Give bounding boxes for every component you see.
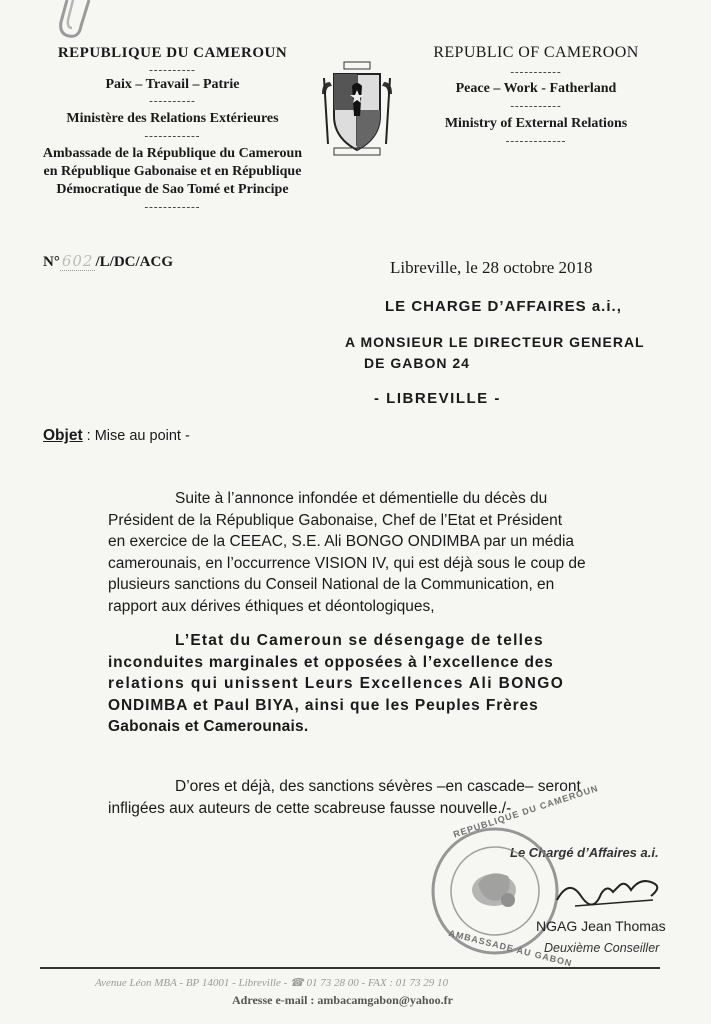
body-line: Gabonais et Camerounais. — [108, 718, 309, 735]
handwritten-signature — [555, 870, 665, 918]
signature-title: Le Chargé d’Affaires a.i. — [510, 845, 659, 860]
body-line: en exercice de la CEEAC, S.E. Ali BONGO ONDIMBA par un média — [108, 533, 575, 550]
footer-email: Adresse e-mail : ambacamgabon@yahoo.fr — [232, 993, 453, 1007]
body-line: plusieurs sanctions du Conseil National de la Communication, en — [108, 576, 555, 593]
separator: ----------- — [510, 100, 562, 112]
separator: ------------- — [505, 135, 567, 147]
body-line: relations qui unissent Leurs Excellences Ali BONGO — [108, 675, 565, 692]
country-en: REPUBLIC OF CAMEROON — [433, 44, 639, 61]
subject-label: Objet — [43, 427, 83, 444]
country-fr: REPUBLIQUE DU CAMEROUN — [57, 45, 288, 61]
subject — [43, 427, 190, 445]
header-right — [396, 44, 676, 147]
separator: ------------ — [144, 130, 201, 142]
signatory-position: Deuxième Conseiller — [544, 941, 660, 955]
subject-colon: : — [82, 428, 95, 444]
motto-fr: Paix – Travail – Patrie — [105, 77, 240, 92]
body-line: rapport aux dérives éthiques et déontologiques, — [108, 597, 435, 615]
stamp-text-top: REPUBLIQUE DU CAMEROUN — [452, 783, 600, 840]
paragraph-2 — [108, 630, 670, 738]
paper-clip — [55, 0, 105, 42]
stamp-text-bottom: AMBASSADE AU GABON — [447, 928, 574, 969]
ministry-en: Ministry of External Relations — [444, 116, 628, 131]
body-line: camerounais, en l’occurrence VISION IV, qui est déjà sous le coup de — [108, 554, 586, 572]
header-left — [30, 44, 315, 213]
footer-address: Avenue Léon MBA - BP 14001 - Libreville - ☎ 01 73 28 00 - FAX : 01 73 29 10 — [95, 977, 449, 989]
recipient-line-2: DE GABON 24 — [364, 355, 470, 371]
reference-suffix: /L/DC/ACG — [95, 254, 173, 270]
reference-prefix: N° — [43, 254, 60, 270]
body-line: Président de la République Gabonaise, Chef de l’Etat et Président — [108, 511, 563, 529]
separator: ---------- — [149, 95, 196, 107]
signatory-name: NGAG Jean Thomas — [536, 918, 666, 934]
body-line: ONDIMBA et Paul BIYA, ainsi que les Peuples Frères — [108, 696, 539, 714]
body-line: infligées aux auteurs de cette scabreuse fausse nouvelle./- — [108, 799, 512, 817]
body-line: inconduites marginales et opposées à l’excellence des — [108, 653, 554, 671]
body-line: Suite à l’annonce infondée et démentielle du décès du — [175, 490, 548, 507]
embassy-line-2: en République Gabonaise et en République — [43, 164, 302, 179]
body-line: L’Etat du Cameroun se désengage de telles — [175, 632, 544, 649]
paragraph-3 — [108, 776, 670, 819]
ministry-fr: Ministère des Relations Extérieures — [66, 111, 279, 126]
reference-handwritten: 602 — [61, 252, 94, 270]
motto-en: Peace – Work - Fatherland — [455, 81, 617, 96]
subject-text: Mise au point - — [94, 428, 190, 444]
separator: ----------- — [510, 66, 562, 78]
reference-number — [43, 252, 173, 271]
place-date: Libreville, le 28 octobre 2018 — [390, 258, 593, 277]
footer-divider — [40, 967, 660, 969]
separator: ---------- — [149, 64, 196, 76]
separator: ------------ — [144, 201, 201, 213]
paragraph-1 — [108, 488, 670, 617]
coat-of-arms-emblem — [318, 60, 396, 158]
embassy-line-1: Ambassade de la République du Cameroun — [42, 146, 303, 161]
recipient-line-1: A MONSIEUR LE DIRECTEUR GENERAL — [345, 334, 645, 350]
body-line: D’ores et déjà, des sanctions sévères –en cascade– seront — [175, 778, 581, 795]
recipient-city: - LIBREVILLE - — [374, 390, 501, 407]
sender: LE CHARGE D’AFFAIRES a.i., — [385, 298, 622, 315]
embassy-line-3: Démocratique de Sao Tomé et Principe — [56, 182, 289, 197]
